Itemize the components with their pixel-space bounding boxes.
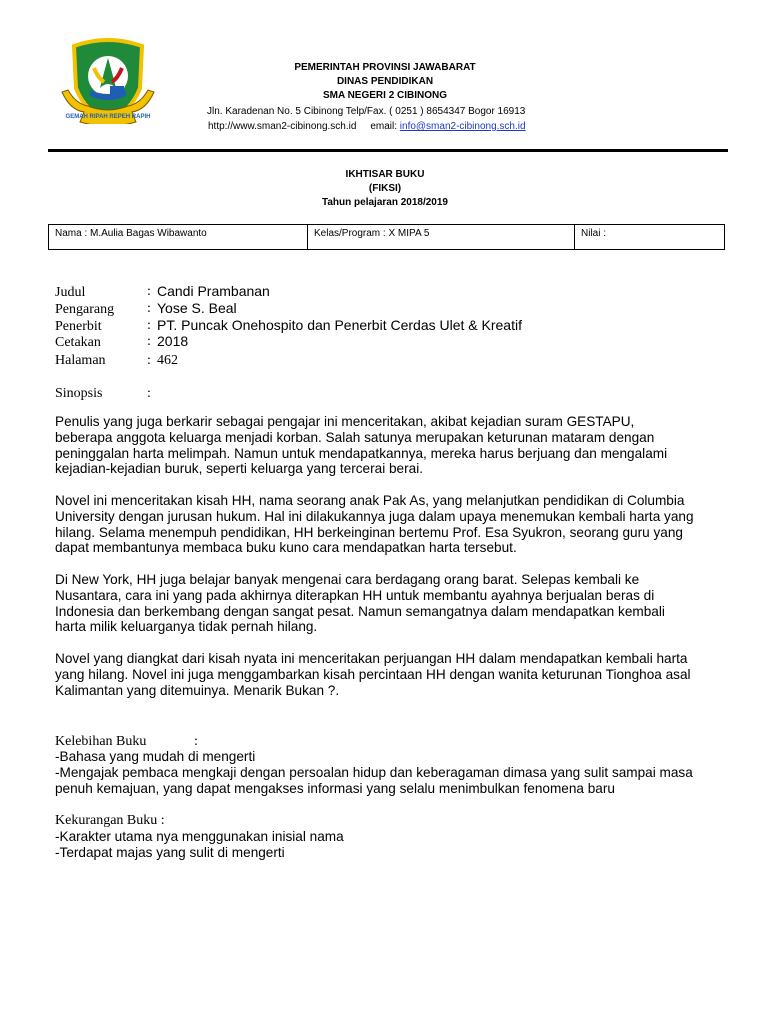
letterhead-government: PEMERINTAH PROVINSI JAWABARAT: [294, 62, 476, 73]
text-line: Nusantara, cara ini yang pada akhirnya diterapkan HH untuk membantu ayahnya berjualan beras di: [55, 587, 655, 603]
halaman-label: Halaman: [55, 353, 106, 368]
kekurangan-list: [55, 829, 735, 861]
judul-colon: :: [147, 284, 151, 299]
text-line: Novel ini menceritakan kisah HH, nama seorang anak Pak As, yang melanjutkan pendidikan di Columbia: [55, 493, 685, 508]
letterhead-school: SMA NEGERI 2 CIBINONG: [322, 90, 448, 101]
text-line: Penulis yang juga berkarir sebagai pengajar ini menceritakan, akibat kejadian suram GESTAPU,: [55, 414, 635, 429]
text-line: Di New York, HH juga belajar banyak mengenai cara berdagang orang barat. Selepas kembali ke: [55, 572, 640, 587]
text-line: Novel yang diangkat dari kisah nyata ini menceritakan perjuangan HH dalam mendapatkan kembali harta: [55, 651, 688, 666]
penerbit-colon: :: [147, 318, 151, 333]
list-item: -Bahasa yang mudah di mengerti: [55, 749, 256, 764]
letterhead-address: Jln. Karadenan No. 5 Cibinong Telp/Fax. ( 0251 ) 8654347 Bogor 16913: [207, 106, 526, 117]
student-identity-table: [48, 224, 725, 250]
list-item: -Karakter utama nya menggunakan inisial nama: [55, 829, 344, 844]
text-line: kejadian-kejadian buruk, seperti keluarga yang tercerai berai.: [55, 461, 424, 477]
synopsis-paragraph-3: [55, 572, 735, 635]
kelebihan-label: Kelebihan Buku: [55, 734, 147, 749]
penerbit-value: PT. Puncak Onehospito dan Penerbit Cerdas Ulet & Kreatif: [157, 317, 522, 333]
list-item: -Terdapat majas yang sulit di mengerti: [55, 844, 285, 860]
text-line: peninggalan harta melimpah. Namun untuk mendapatkannya, mereka harus berjuang dan mengalami: [55, 445, 668, 461]
halaman-value: 462: [157, 353, 178, 368]
email-link[interactable]: info@sman2-cibinong.sch.id: [399, 121, 526, 132]
kelebihan-list: [55, 749, 735, 796]
penerbit-label: Penerbit: [55, 319, 102, 334]
sinopsis-colon: :: [147, 386, 151, 401]
kekurangan-heading: Kekurangan Buku :: [55, 813, 165, 828]
cetakan-label: Cetakan: [55, 335, 101, 350]
synopsis-paragraph-1: [55, 414, 735, 477]
text-line: beberapa anggota keluarga menjadi korban. Salah satunya merupakan keturunan mataram dengan: [55, 429, 655, 445]
kelebihan-heading: [55, 733, 146, 750]
sinopsis-label: Sinopsis: [55, 386, 103, 401]
email-label: email:: [370, 121, 397, 132]
text-line: dapat membantunya membaca buku kuno cara mendapatkan harta tersebut.: [55, 540, 517, 556]
academic-year: Tahun pelajaran 2018/2019: [322, 197, 448, 208]
kelebihan-colon: :: [194, 734, 198, 749]
jawa-barat-logo: [60, 38, 156, 124]
pengarang-value: Yose S. Beal: [157, 300, 237, 316]
letterhead-contact: [208, 121, 526, 133]
student-class-cell: Kelas/Program : X MIPA 5: [307, 225, 574, 249]
judul-label: Judul: [55, 285, 86, 300]
cetakan-value: 2018: [157, 333, 189, 349]
synopsis-paragraph-2: [55, 493, 735, 556]
text-line: harta milik keluarganya tidak pernah hilang.: [55, 619, 318, 635]
pengarang-colon: :: [147, 301, 151, 316]
letterhead-divider: [48, 149, 728, 152]
student-name-cell: Nama : M.Aulia Bagas Wibawanto: [55, 228, 207, 239]
judul-value: Candi Prambanan: [157, 283, 270, 299]
svg-text:GEMAH RIPAH REPEH RAPIH: GEMAH RIPAH REPEH RAPIH: [65, 114, 151, 120]
letterhead-department: DINAS PENDIDIKAN: [336, 76, 434, 87]
grade-cell: Nilai :: [574, 225, 724, 249]
document-title: IKHTISAR BUKU: [345, 169, 425, 180]
synopsis-paragraph-4: [55, 651, 735, 698]
website-text: http://www.sman2-cibinong.sch.id: [208, 121, 357, 132]
document-subtitle: (FIKSI): [368, 183, 402, 194]
text-line: Kalimantan yang ditemuinya. Menarik Bukan ?.: [55, 682, 340, 698]
list-item: -Mengajak pembaca mengkaji dengan persoalan hidup dan keberagaman dimasa yang sulit sampai masa: [55, 764, 693, 780]
list-item: penuh kemajuan, yang dapat mengakses informasi yang selalu menimbulkan fenomena baru: [55, 780, 615, 796]
text-line: University dengan jurusan hukum. Hal ini dilakukannya juga dalam upaya menemukan kembali harta yang: [55, 508, 694, 524]
halaman-colon: :: [147, 353, 151, 368]
text-line: yang hilang. Novel ini juga menggambarkan kisah percintaan HH dengan wanita keturunan Tionghoa asal: [55, 666, 691, 682]
text-line: Indonesia dan berkembang dengan sangat pesat. Namun semangatnya dalam mendapatkan kembali: [55, 603, 665, 619]
pengarang-label: Pengarang: [55, 302, 115, 317]
text-line: hilang. Selama menempuh pendidikan, HH berkeinginan bertemu Prof. Esa Syukron, seorang guru yang: [55, 524, 683, 540]
cetakan-colon: :: [147, 334, 151, 349]
